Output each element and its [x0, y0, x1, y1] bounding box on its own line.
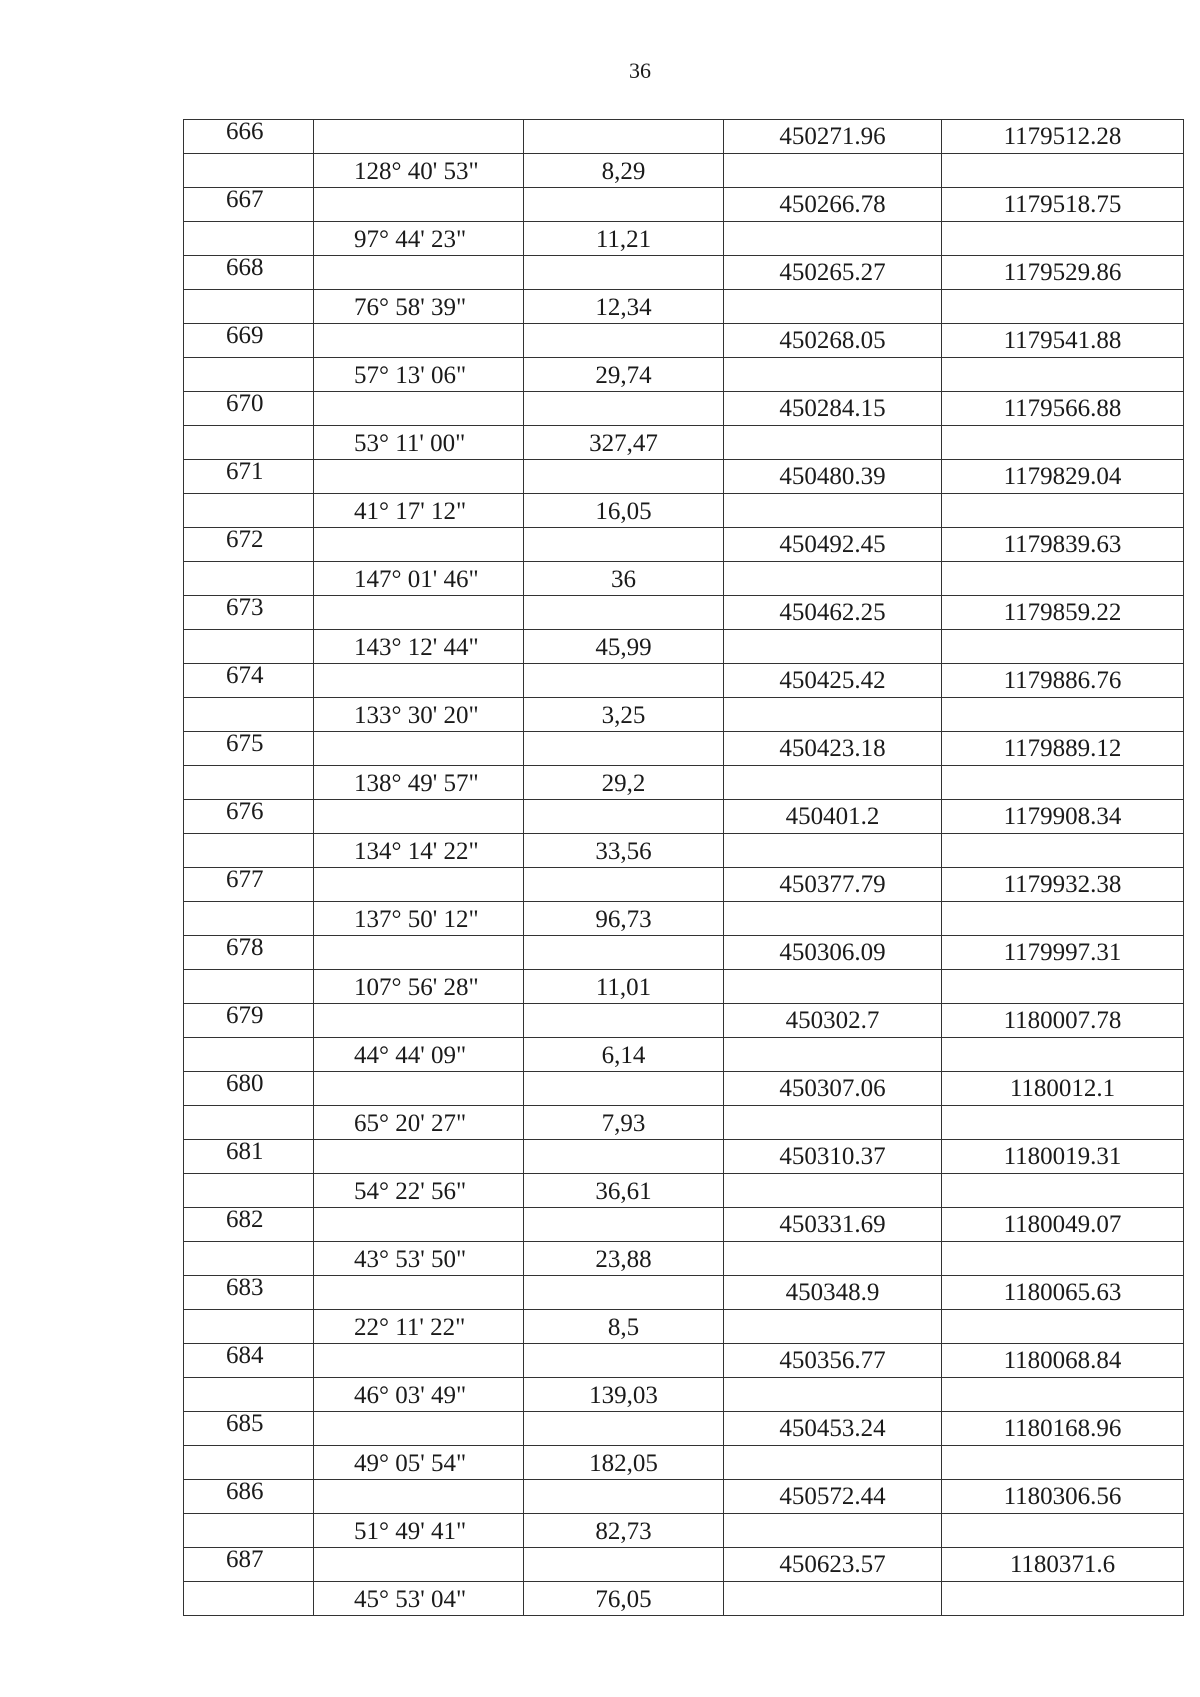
point-number-cell: 673 [184, 596, 314, 630]
empty-cell [942, 1310, 1184, 1344]
point-number-cell: 685 [184, 1412, 314, 1446]
empty-cell [724, 1310, 942, 1344]
segment-row [184, 834, 1184, 868]
vertex-row [184, 868, 1184, 902]
empty-cell [314, 1344, 524, 1378]
empty-cell [724, 290, 942, 324]
point-number-cell: 682 [184, 1208, 314, 1242]
empty-cell [942, 970, 1184, 1004]
y-coordinate-cell: 1179886.76 [942, 664, 1184, 698]
x-coordinate-cell: 450265.27 [724, 256, 942, 290]
empty-cell [184, 698, 314, 732]
direction-angle-cell: 134° 14' 22" [314, 834, 524, 868]
empty-cell [184, 222, 314, 256]
y-coordinate-cell: 1179512.28 [942, 120, 1184, 154]
empty-cell [524, 528, 724, 562]
direction-angle-cell: 51° 49' 41" [314, 1514, 524, 1548]
empty-cell [524, 120, 724, 154]
empty-cell [524, 1412, 724, 1446]
point-number-cell: 681 [184, 1140, 314, 1174]
y-coordinate-cell: 1180007.78 [942, 1004, 1184, 1038]
empty-cell [724, 698, 942, 732]
empty-cell [184, 1446, 314, 1480]
empty-cell [524, 732, 724, 766]
segment-row [184, 1038, 1184, 1072]
y-coordinate-cell: 1179932.38 [942, 868, 1184, 902]
y-coordinate-cell: 1179908.34 [942, 800, 1184, 834]
vertex-row [184, 1276, 1184, 1310]
direction-angle-cell: 137° 50' 12" [314, 902, 524, 936]
segment-row [184, 494, 1184, 528]
empty-cell [314, 1548, 524, 1582]
x-coordinate-cell: 450268.05 [724, 324, 942, 358]
point-number-cell: 684 [184, 1344, 314, 1378]
segment-length-cell: 36 [524, 562, 724, 596]
empty-cell [184, 1310, 314, 1344]
empty-cell [942, 1242, 1184, 1276]
empty-cell [724, 1514, 942, 1548]
segment-length-cell: 11,21 [524, 222, 724, 256]
segment-row [184, 1310, 1184, 1344]
page-number: 36 [629, 58, 651, 83]
y-coordinate-cell: 1180306.56 [942, 1480, 1184, 1514]
empty-cell [942, 630, 1184, 664]
y-coordinate-cell: 1179889.12 [942, 732, 1184, 766]
empty-cell [724, 1106, 942, 1140]
x-coordinate-cell: 450306.09 [724, 936, 942, 970]
x-coordinate-cell: 450302.7 [724, 1004, 942, 1038]
segment-length-cell: 3,25 [524, 698, 724, 732]
empty-cell [524, 392, 724, 426]
y-coordinate-cell: 1180019.31 [942, 1140, 1184, 1174]
point-number-cell: 687 [184, 1548, 314, 1582]
empty-cell [314, 120, 524, 154]
y-coordinate-cell: 1179529.86 [942, 256, 1184, 290]
empty-cell [314, 732, 524, 766]
coordinates-table [183, 119, 1184, 1616]
empty-cell [724, 1038, 942, 1072]
empty-cell [314, 868, 524, 902]
empty-cell [942, 290, 1184, 324]
empty-cell [724, 1446, 942, 1480]
direction-angle-cell: 46° 03' 49" [314, 1378, 524, 1412]
empty-cell [724, 902, 942, 936]
empty-cell [724, 562, 942, 596]
empty-cell [184, 358, 314, 392]
point-number-cell: 668 [184, 256, 314, 290]
y-coordinate-cell: 1179839.63 [942, 528, 1184, 562]
direction-angle-cell: 49° 05' 54" [314, 1446, 524, 1480]
empty-cell [524, 1480, 724, 1514]
segment-length-cell: 76,05 [524, 1582, 724, 1616]
y-coordinate-cell: 1179541.88 [942, 324, 1184, 358]
x-coordinate-cell: 450623.57 [724, 1548, 942, 1582]
direction-angle-cell: 45° 53' 04" [314, 1582, 524, 1616]
point-number-cell: 670 [184, 392, 314, 426]
segment-length-cell: 23,88 [524, 1242, 724, 1276]
empty-cell [724, 358, 942, 392]
direction-angle-cell: 97° 44' 23" [314, 222, 524, 256]
point-number-cell: 683 [184, 1276, 314, 1310]
segment-row [184, 426, 1184, 460]
point-number-cell: 676 [184, 800, 314, 834]
empty-cell [724, 1378, 942, 1412]
direction-angle-cell: 133° 30' 20" [314, 698, 524, 732]
empty-cell [524, 800, 724, 834]
x-coordinate-cell: 450356.77 [724, 1344, 942, 1378]
x-coordinate-cell: 450453.24 [724, 1412, 942, 1446]
empty-cell [524, 1004, 724, 1038]
x-coordinate-cell: 450331.69 [724, 1208, 942, 1242]
segment-length-cell: 139,03 [524, 1378, 724, 1412]
empty-cell [724, 494, 942, 528]
empty-cell [942, 1174, 1184, 1208]
x-coordinate-cell: 450310.37 [724, 1140, 942, 1174]
vertex-row [184, 460, 1184, 494]
x-coordinate-cell: 450401.2 [724, 800, 942, 834]
direction-angle-cell: 65° 20' 27" [314, 1106, 524, 1140]
point-number-cell: 667 [184, 188, 314, 222]
x-coordinate-cell: 450348.9 [724, 1276, 942, 1310]
empty-cell [314, 800, 524, 834]
empty-cell [942, 222, 1184, 256]
y-coordinate-cell: 1180068.84 [942, 1344, 1184, 1378]
vertex-row [184, 256, 1184, 290]
segment-length-cell: 82,73 [524, 1514, 724, 1548]
empty-cell [724, 766, 942, 800]
vertex-row [184, 188, 1184, 222]
empty-cell [724, 1242, 942, 1276]
segment-length-cell: 16,05 [524, 494, 724, 528]
x-coordinate-cell: 450492.45 [724, 528, 942, 562]
segment-length-cell: 36,61 [524, 1174, 724, 1208]
empty-cell [314, 1276, 524, 1310]
vertex-row [184, 528, 1184, 562]
segment-length-cell: 11,01 [524, 970, 724, 1004]
empty-cell [184, 1106, 314, 1140]
empty-cell [524, 1548, 724, 1582]
empty-cell [314, 256, 524, 290]
y-coordinate-cell: 1179997.31 [942, 936, 1184, 970]
empty-cell [184, 494, 314, 528]
vertex-row [184, 1004, 1184, 1038]
point-number-cell: 671 [184, 460, 314, 494]
empty-cell [942, 1582, 1184, 1616]
empty-cell [184, 970, 314, 1004]
segment-row [184, 698, 1184, 732]
vertex-row [184, 1412, 1184, 1446]
empty-cell [314, 528, 524, 562]
empty-cell [184, 1582, 314, 1616]
vertex-row [184, 324, 1184, 358]
x-coordinate-cell: 450307.06 [724, 1072, 942, 1106]
empty-cell [942, 562, 1184, 596]
direction-angle-cell: 76° 58' 39" [314, 290, 524, 324]
direction-angle-cell: 143° 12' 44" [314, 630, 524, 664]
empty-cell [314, 324, 524, 358]
y-coordinate-cell: 1180168.96 [942, 1412, 1184, 1446]
segment-length-cell: 12,34 [524, 290, 724, 324]
x-coordinate-cell: 450572.44 [724, 1480, 942, 1514]
empty-cell [314, 460, 524, 494]
direction-angle-cell: 107° 56' 28" [314, 970, 524, 1004]
vertex-row [184, 1480, 1184, 1514]
empty-cell [314, 1140, 524, 1174]
vertex-row [184, 1344, 1184, 1378]
x-coordinate-cell: 450377.79 [724, 868, 942, 902]
empty-cell [184, 1242, 314, 1276]
empty-cell [314, 936, 524, 970]
empty-cell [524, 256, 724, 290]
y-coordinate-cell: 1179518.75 [942, 188, 1184, 222]
vertex-row [184, 732, 1184, 766]
empty-cell [524, 1276, 724, 1310]
empty-cell [524, 324, 724, 358]
segment-length-cell: 327,47 [524, 426, 724, 460]
segment-length-cell: 29,2 [524, 766, 724, 800]
empty-cell [184, 902, 314, 936]
y-coordinate-cell: 1179566.88 [942, 392, 1184, 426]
empty-cell [942, 154, 1184, 188]
segment-row [184, 1174, 1184, 1208]
segment-row [184, 1582, 1184, 1616]
direction-angle-cell: 54° 22' 56" [314, 1174, 524, 1208]
x-coordinate-cell: 450423.18 [724, 732, 942, 766]
segment-length-cell: 45,99 [524, 630, 724, 664]
empty-cell [184, 154, 314, 188]
x-coordinate-cell: 450266.78 [724, 188, 942, 222]
y-coordinate-cell: 1180012.1 [942, 1072, 1184, 1106]
x-coordinate-cell: 450425.42 [724, 664, 942, 698]
segment-length-cell: 182,05 [524, 1446, 724, 1480]
segment-length-cell: 7,93 [524, 1106, 724, 1140]
empty-cell [942, 766, 1184, 800]
segment-length-cell: 8,5 [524, 1310, 724, 1344]
point-number-cell: 674 [184, 664, 314, 698]
segment-row [184, 1446, 1184, 1480]
vertex-row [184, 800, 1184, 834]
segment-row [184, 154, 1184, 188]
empty-cell [184, 290, 314, 324]
vertex-row [184, 120, 1184, 154]
empty-cell [524, 1072, 724, 1106]
empty-cell [314, 1412, 524, 1446]
point-number-cell: 672 [184, 528, 314, 562]
y-coordinate-cell: 1179859.22 [942, 596, 1184, 630]
empty-cell [524, 1140, 724, 1174]
empty-cell [524, 460, 724, 494]
empty-cell [942, 1378, 1184, 1412]
x-coordinate-cell: 450271.96 [724, 120, 942, 154]
x-coordinate-cell: 450480.39 [724, 460, 942, 494]
y-coordinate-cell: 1179829.04 [942, 460, 1184, 494]
point-number-cell: 680 [184, 1072, 314, 1106]
x-coordinate-cell: 450462.25 [724, 596, 942, 630]
empty-cell [314, 596, 524, 630]
empty-cell [184, 1174, 314, 1208]
empty-cell [724, 426, 942, 460]
point-number-cell: 679 [184, 1004, 314, 1038]
segment-row [184, 1514, 1184, 1548]
point-number-cell: 666 [184, 120, 314, 154]
vertex-row [184, 664, 1184, 698]
segment-row [184, 1378, 1184, 1412]
segment-row [184, 562, 1184, 596]
segment-row [184, 1106, 1184, 1140]
empty-cell [724, 222, 942, 256]
table-body [184, 120, 1184, 1616]
y-coordinate-cell: 1180065.63 [942, 1276, 1184, 1310]
empty-cell [184, 766, 314, 800]
vertex-row [184, 392, 1184, 426]
empty-cell [314, 392, 524, 426]
y-coordinate-cell: 1180371.6 [942, 1548, 1184, 1582]
segment-row [184, 290, 1184, 324]
empty-cell [724, 154, 942, 188]
empty-cell [942, 1106, 1184, 1140]
empty-cell [724, 834, 942, 868]
point-number-cell: 677 [184, 868, 314, 902]
empty-cell [524, 1208, 724, 1242]
segment-length-cell: 96,73 [524, 902, 724, 936]
empty-cell [724, 1582, 942, 1616]
segment-row [184, 970, 1184, 1004]
empty-cell [942, 834, 1184, 868]
empty-cell [524, 868, 724, 902]
direction-angle-cell: 22° 11' 22" [314, 1310, 524, 1344]
empty-cell [942, 494, 1184, 528]
direction-angle-cell: 44° 44' 09" [314, 1038, 524, 1072]
segment-row [184, 630, 1184, 664]
empty-cell [942, 1514, 1184, 1548]
vertex-row [184, 1548, 1184, 1582]
direction-angle-cell: 53° 11' 00" [314, 426, 524, 460]
empty-cell [724, 1174, 942, 1208]
empty-cell [184, 630, 314, 664]
segment-length-cell: 8,29 [524, 154, 724, 188]
empty-cell [942, 1446, 1184, 1480]
empty-cell [184, 1514, 314, 1548]
point-number-cell: 675 [184, 732, 314, 766]
segment-length-cell: 29,74 [524, 358, 724, 392]
empty-cell [314, 188, 524, 222]
vertex-row [184, 596, 1184, 630]
vertex-row [184, 1208, 1184, 1242]
empty-cell [184, 426, 314, 460]
empty-cell [314, 1004, 524, 1038]
empty-cell [524, 596, 724, 630]
empty-cell [942, 358, 1184, 392]
empty-cell [184, 1378, 314, 1412]
y-coordinate-cell: 1180049.07 [942, 1208, 1184, 1242]
empty-cell [524, 1344, 724, 1378]
segment-row [184, 222, 1184, 256]
point-number-cell: 669 [184, 324, 314, 358]
direction-angle-cell: 128° 40' 53" [314, 154, 524, 188]
point-number-cell: 686 [184, 1480, 314, 1514]
segment-row [184, 358, 1184, 392]
x-coordinate-cell: 450284.15 [724, 392, 942, 426]
empty-cell [724, 970, 942, 1004]
empty-cell [524, 664, 724, 698]
segment-row [184, 1242, 1184, 1276]
empty-cell [942, 426, 1184, 460]
segment-length-cell: 6,14 [524, 1038, 724, 1072]
direction-angle-cell: 147° 01' 46" [314, 562, 524, 596]
empty-cell [184, 562, 314, 596]
empty-cell [314, 1208, 524, 1242]
point-number-cell: 678 [184, 936, 314, 970]
empty-cell [184, 834, 314, 868]
empty-cell [524, 936, 724, 970]
empty-cell [314, 1072, 524, 1106]
direction-angle-cell: 43° 53' 50" [314, 1242, 524, 1276]
segment-length-cell: 33,56 [524, 834, 724, 868]
empty-cell [184, 1038, 314, 1072]
empty-cell [942, 1038, 1184, 1072]
empty-cell [724, 630, 942, 664]
segment-row [184, 766, 1184, 800]
empty-cell [942, 902, 1184, 936]
vertex-row [184, 1140, 1184, 1174]
empty-cell [524, 188, 724, 222]
vertex-row [184, 936, 1184, 970]
segment-row [184, 902, 1184, 936]
empty-cell [314, 664, 524, 698]
direction-angle-cell: 41° 17' 12" [314, 494, 524, 528]
empty-cell [942, 698, 1184, 732]
direction-angle-cell: 138° 49' 57" [314, 766, 524, 800]
vertex-row [184, 1072, 1184, 1106]
direction-angle-cell: 57° 13' 06" [314, 358, 524, 392]
empty-cell [314, 1480, 524, 1514]
